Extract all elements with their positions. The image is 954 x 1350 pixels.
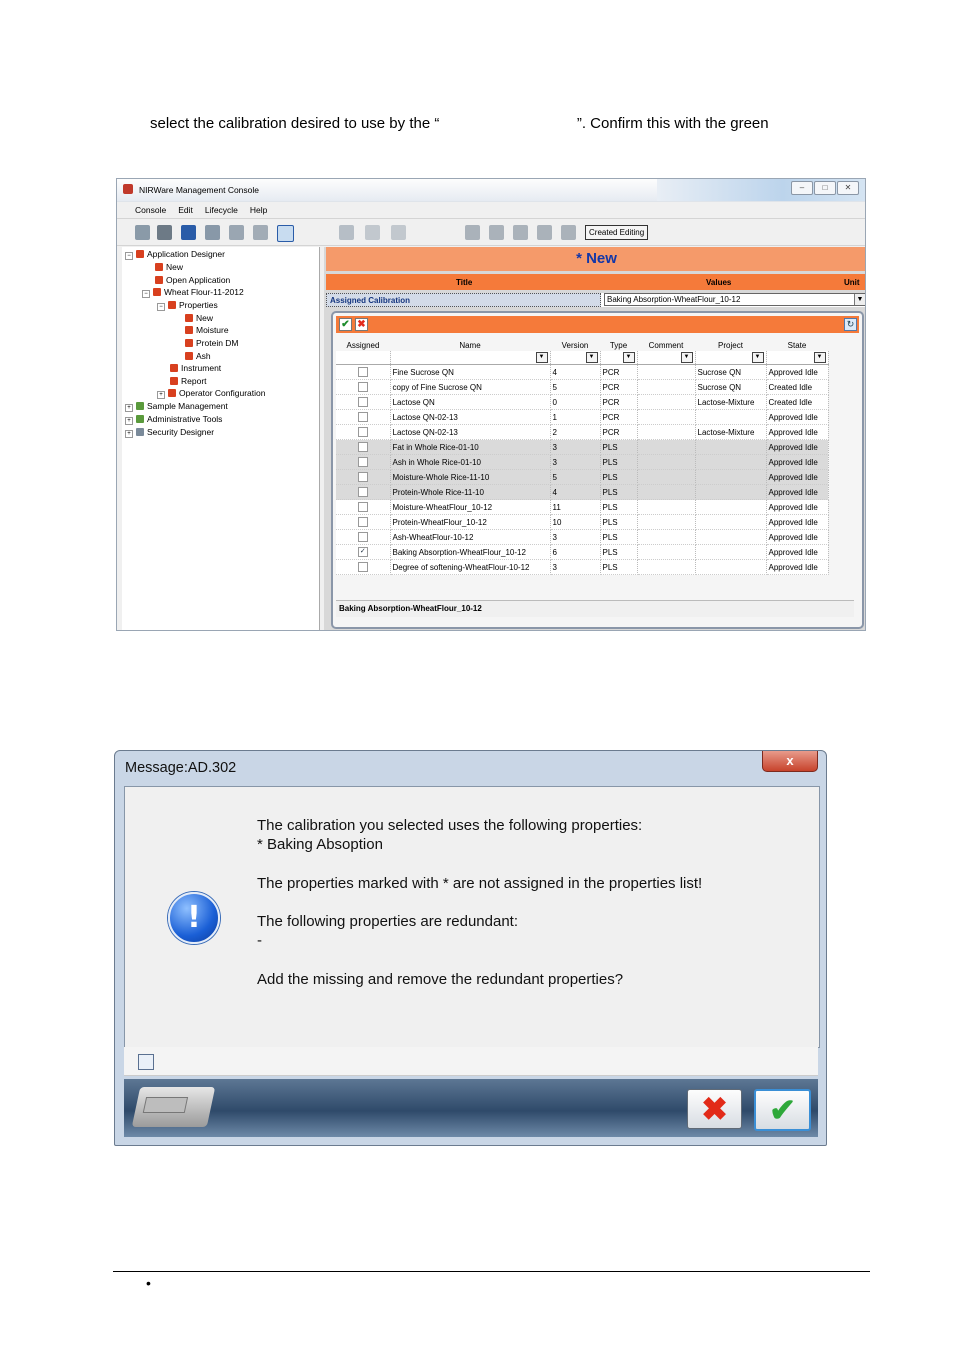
cell-state: Approved Idle xyxy=(766,425,828,440)
cancel-x-icon[interactable]: ✖ xyxy=(355,318,368,331)
assigned-checkbox[interactable] xyxy=(358,367,368,377)
cell-name: Ash-WheatFlour-10-12 xyxy=(390,530,550,545)
cell-name: Lactose QN-02-13 xyxy=(390,425,550,440)
cell-state: Approved Idle xyxy=(766,365,828,380)
assigned-calibration-label: Assigned Calibration xyxy=(326,293,601,307)
toolbar-open-icon[interactable] xyxy=(135,225,150,240)
assigned-checkbox[interactable] xyxy=(358,502,368,512)
assigned-calibration-row xyxy=(326,293,866,307)
cell-type: PCR xyxy=(600,365,637,380)
cell-comment xyxy=(637,530,695,545)
cell-comment xyxy=(637,365,695,380)
close-button[interactable]: ✕ xyxy=(837,181,859,195)
expand-icon[interactable]: + xyxy=(125,430,133,438)
message-line-6: Add the missing and remove the redundant properties? xyxy=(257,971,624,988)
cell-version: 10 xyxy=(550,515,600,530)
collapse-icon[interactable]: − xyxy=(142,290,150,298)
toolbar-paste-icon[interactable] xyxy=(391,225,406,240)
table-row[interactable] xyxy=(336,530,828,545)
filter-dropdown-icon[interactable]: ▼ xyxy=(752,352,764,363)
cell-version: 5 xyxy=(550,470,600,485)
popup-toolbar xyxy=(336,316,859,333)
cell-state: Approved Idle xyxy=(766,500,828,515)
puzzle-icon xyxy=(170,364,178,372)
cell-state: Approved Idle xyxy=(766,440,828,455)
puzzle-icon xyxy=(136,428,144,436)
toolbar-restore-icon[interactable] xyxy=(537,225,552,240)
footer-bullet: • xyxy=(146,1275,151,1291)
cell-version: 3 xyxy=(550,440,600,455)
cell-comment xyxy=(637,395,695,410)
puzzle-icon xyxy=(136,250,144,258)
cell-type: PLS xyxy=(600,485,637,500)
cell-type: PCR xyxy=(600,380,637,395)
puzzle-icon xyxy=(136,415,144,423)
table-row[interactable] xyxy=(336,365,828,380)
dialog-cancel-button[interactable]: ✖ xyxy=(687,1089,742,1129)
cell-version: 2 xyxy=(550,425,600,440)
message-line-4: The following properties are redundant: xyxy=(257,913,518,930)
cell-name: Lactose QN-02-13 xyxy=(390,410,550,425)
tree-item-properties[interactable]: − Properties xyxy=(157,300,218,311)
cell-name: Moisture-WheatFlour_10-12 xyxy=(390,500,550,515)
cell-comment xyxy=(637,440,695,455)
table-row[interactable] xyxy=(336,470,828,485)
editor-title: * New xyxy=(326,247,866,271)
toolbar-save-all-icon[interactable] xyxy=(205,225,220,240)
toolbar-approve-icon[interactable] xyxy=(465,225,480,240)
nirware-app-icon xyxy=(123,184,133,194)
assigned-checkbox[interactable] xyxy=(358,532,368,542)
cell-project xyxy=(695,560,766,575)
puzzle-icon xyxy=(155,263,163,271)
cell-project: Sucrose QN xyxy=(695,380,766,395)
cell-project xyxy=(695,455,766,470)
puzzle-icon xyxy=(185,352,193,360)
cell-name: Protein-WheatFlour_10-12 xyxy=(390,515,550,530)
menu-console[interactable]: Console xyxy=(135,205,167,215)
assigned-checkbox[interactable] xyxy=(358,457,368,467)
cell-name: Baking Absorption-WheatFlour_10-12 xyxy=(390,545,550,560)
calibration-table xyxy=(336,339,829,575)
expand-icon[interactable]: + xyxy=(125,417,133,425)
cell-type: PCR xyxy=(600,425,637,440)
calibration-selector-popup xyxy=(331,311,864,629)
table-row[interactable] xyxy=(336,380,828,395)
cell-name: Protein-Whole Rice-11-10 xyxy=(390,485,550,500)
cell-version: 1 xyxy=(550,410,600,425)
cell-name: Ash in Whole Rice-01-10 xyxy=(390,455,550,470)
table-row[interactable] xyxy=(336,500,828,515)
refresh-icon[interactable]: ↻ xyxy=(844,318,857,331)
instrument-image xyxy=(132,1087,216,1127)
tree-item-moisture[interactable]: Moisture xyxy=(185,325,229,335)
table-header-row xyxy=(336,339,828,351)
dialog-ok-button[interactable]: ✔ xyxy=(754,1089,811,1131)
column-values: Values xyxy=(706,278,732,287)
footer-rule xyxy=(113,1271,870,1272)
cell-name: Fat in Whole Rice-01-10 xyxy=(390,440,550,455)
property-grid-header xyxy=(326,274,866,290)
navigation-tree xyxy=(122,247,320,630)
filter-dropdown-icon[interactable]: ▼ xyxy=(681,352,693,363)
cell-comment xyxy=(637,515,695,530)
cell-type: PLS xyxy=(600,545,637,560)
cell-project: Lactose-Mixture xyxy=(695,395,766,410)
table-row[interactable] xyxy=(336,485,828,500)
header-name[interactable]: Name xyxy=(459,340,481,350)
toolbar-retire-icon[interactable] xyxy=(561,225,576,240)
message-line-5: - xyxy=(257,932,262,949)
cell-comment xyxy=(637,545,695,560)
cell-version: 3 xyxy=(550,560,600,575)
toolbar-copy-icon[interactable] xyxy=(365,225,380,240)
toolbar-delete-icon[interactable] xyxy=(157,225,172,240)
calibration-table-body xyxy=(336,365,828,575)
cell-comment xyxy=(637,380,695,395)
cell-name: copy of Fine Sucrose QN xyxy=(390,380,550,395)
cell-comment xyxy=(637,560,695,575)
intro-text: select the calibration desired to use by the “ ”. Confirm this with the green xyxy=(150,115,769,132)
menu-help[interactable]: Help xyxy=(249,205,268,215)
tree-item-report[interactable]: Report xyxy=(170,376,207,386)
tree-item-security-designer[interactable]: + Security Designer xyxy=(125,427,214,438)
header-type[interactable]: Type xyxy=(609,340,628,350)
cell-project xyxy=(695,545,766,560)
tree-item-administrative-tools[interactable]: + Administrative Tools xyxy=(125,414,222,425)
copy-icon[interactable] xyxy=(138,1054,154,1070)
cell-state: Approved Idle xyxy=(766,545,828,560)
collapse-icon[interactable]: − xyxy=(125,252,133,260)
table-row[interactable] xyxy=(336,515,828,530)
assigned-checkbox[interactable] xyxy=(358,472,368,482)
cell-project xyxy=(695,470,766,485)
cell-name: Moisture-Whole Rice-11-10 xyxy=(390,470,550,485)
cell-version: 3 xyxy=(550,455,600,470)
cell-version: 4 xyxy=(550,365,600,380)
assigned-checkbox[interactable] xyxy=(358,397,368,407)
cell-project xyxy=(695,440,766,455)
tree-item-operator-configuration[interactable]: + Operator Configuration xyxy=(157,388,265,399)
tree-item-open-application[interactable]: Open Application xyxy=(155,275,230,285)
header-assigned[interactable]: Assigned xyxy=(346,340,380,350)
menu-bar xyxy=(117,202,865,219)
cell-version: 11 xyxy=(550,500,600,515)
cell-project xyxy=(695,485,766,500)
toolbar xyxy=(117,219,865,246)
assigned-checkbox[interactable] xyxy=(358,487,368,497)
cell-project: Sucrose QN xyxy=(695,365,766,380)
cell-project xyxy=(695,500,766,515)
cell-type: PLS xyxy=(600,515,637,530)
cell-comment xyxy=(637,500,695,515)
cell-comment xyxy=(637,455,695,470)
header-state[interactable]: State xyxy=(787,340,807,350)
table-row[interactable] xyxy=(336,425,828,440)
puzzle-icon xyxy=(155,276,163,284)
dialog-close-button[interactable]: x xyxy=(762,751,818,772)
console-titlebar xyxy=(117,179,865,202)
toolbar-save-icon[interactable] xyxy=(181,225,196,240)
dialog-toolbar-strip xyxy=(124,1047,818,1076)
cell-type: PLS xyxy=(600,560,637,575)
assigned-checkbox[interactable] xyxy=(358,562,368,572)
cell-state: Approved Idle xyxy=(766,455,828,470)
maximize-button[interactable]: □ xyxy=(814,181,836,195)
table-row[interactable] xyxy=(336,410,828,425)
toolbar-cut-icon[interactable] xyxy=(339,225,354,240)
expand-icon[interactable]: + xyxy=(157,391,165,399)
minimize-button[interactable]: – xyxy=(791,181,813,195)
cell-name: Fine Sucrose QN xyxy=(390,365,550,380)
cell-state: Approved Idle xyxy=(766,515,828,530)
filter-dropdown-icon[interactable]: ▼ xyxy=(814,352,826,363)
info-exclamation-icon: ! xyxy=(168,892,220,944)
cell-type: PCR xyxy=(600,410,637,425)
toolbar-print-icon[interactable] xyxy=(229,225,244,240)
menu-edit[interactable]: Edit xyxy=(178,205,193,215)
created-editing-state: Created Editing xyxy=(585,225,648,240)
puzzle-icon xyxy=(168,389,176,397)
assigned-checkbox[interactable] xyxy=(358,442,368,452)
cell-version: 0 xyxy=(550,395,600,410)
table-row[interactable] xyxy=(336,560,828,575)
filter-dropdown-icon[interactable]: ▼ xyxy=(536,352,548,363)
header-comment[interactable]: Comment xyxy=(648,340,684,350)
tree-item-new[interactable]: New xyxy=(155,262,183,272)
assigned-calibration-dropdown[interactable] xyxy=(604,293,866,306)
confirm-check-icon[interactable]: ✔ xyxy=(339,318,352,331)
cell-type: PCR xyxy=(600,395,637,410)
cell-version: 4 xyxy=(550,485,600,500)
property-editor-pane xyxy=(324,247,866,630)
collapse-icon[interactable]: − xyxy=(157,303,165,311)
assigned-checkbox[interactable] xyxy=(358,382,368,392)
cell-state: Approved Idle xyxy=(766,470,828,485)
tree-item-sample-management[interactable]: + Sample Management xyxy=(125,401,228,412)
cell-type: PLS xyxy=(600,500,637,515)
toolbar-refresh-icon[interactable] xyxy=(253,225,268,240)
cell-name: Lactose QN xyxy=(390,395,550,410)
column-title: Title xyxy=(456,278,473,287)
table-row[interactable] xyxy=(336,545,828,560)
tree-item-property-new[interactable]: New xyxy=(185,313,213,323)
puzzle-icon xyxy=(153,288,161,296)
menu-lifecycle[interactable]: Lifecycle xyxy=(204,205,238,215)
puzzle-icon xyxy=(185,314,193,322)
cell-state: Approved Idle xyxy=(766,410,828,425)
column-unit: Unit xyxy=(844,278,860,287)
dialog-title: Message:AD.302 xyxy=(125,760,237,776)
cell-type: PLS xyxy=(600,530,637,545)
tree-item-application-designer[interactable]: − Application Designer xyxy=(125,249,225,260)
cell-project xyxy=(695,530,766,545)
message-line-2: * Baking Absoption xyxy=(257,836,383,853)
cell-state: Created Idle xyxy=(766,380,828,395)
dialog-footer xyxy=(124,1079,818,1137)
cell-type: PLS xyxy=(600,440,637,455)
toolbar-archive-icon[interactable] xyxy=(513,225,528,240)
dropdown-arrow-icon[interactable]: ▼ xyxy=(854,294,865,305)
cell-name: Degree of softening-WheatFlour-10-12 xyxy=(390,560,550,575)
cell-comment xyxy=(637,425,695,440)
selected-calibration-status: Baking Absorption-WheatFlour_10-12 xyxy=(336,600,854,617)
cell-version: 6 xyxy=(550,545,600,560)
cell-type: PLS xyxy=(600,470,637,485)
assigned-checkbox-checked[interactable]: ✓ xyxy=(358,547,368,557)
expand-icon[interactable]: + xyxy=(125,404,133,412)
assigned-calibration-value: Baking Absorption-WheatFlour_10-12 xyxy=(607,295,741,304)
assigned-checkbox[interactable] xyxy=(358,517,368,527)
console-title: NIRWare Management Console xyxy=(139,185,260,195)
tree-item-ash[interactable]: Ash xyxy=(185,351,211,361)
cell-project xyxy=(695,410,766,425)
assigned-checkbox[interactable] xyxy=(358,412,368,422)
puzzle-icon xyxy=(136,402,144,410)
cell-type: PLS xyxy=(600,455,637,470)
cell-comment xyxy=(637,485,695,500)
tree-item-protein-dm[interactable]: Protein DM xyxy=(185,338,239,348)
table-row[interactable] xyxy=(336,395,828,410)
header-version[interactable]: Version xyxy=(561,340,589,350)
cell-version: 3 xyxy=(550,530,600,545)
assigned-checkbox[interactable] xyxy=(358,427,368,437)
cell-state: Approved Idle xyxy=(766,560,828,575)
filter-dropdown-icon[interactable]: ▼ xyxy=(623,352,635,363)
cell-comment xyxy=(637,410,695,425)
tree-item-instrument[interactable]: Instrument xyxy=(170,363,221,373)
tree-item-wheat-flour[interactable]: − Wheat Flour-11-2012 xyxy=(142,287,244,298)
window-controls xyxy=(791,181,859,195)
puzzle-icon xyxy=(170,377,178,385)
cell-project: Lactose-Mixture xyxy=(695,425,766,440)
table-row[interactable] xyxy=(336,455,828,470)
cell-state: Approved Idle xyxy=(766,530,828,545)
cell-project xyxy=(695,515,766,530)
puzzle-icon xyxy=(185,326,193,334)
filter-row xyxy=(336,351,828,365)
header-project[interactable]: Project xyxy=(718,340,743,350)
toolbar-lock-icon[interactable] xyxy=(489,225,504,240)
puzzle-icon xyxy=(185,339,193,347)
puzzle-icon xyxy=(168,301,176,309)
toolbar-view-icon[interactable] xyxy=(277,225,294,242)
cell-version: 5 xyxy=(550,380,600,395)
cell-comment xyxy=(637,470,695,485)
message-dialog xyxy=(114,750,827,1146)
cell-state: Approved Idle xyxy=(766,485,828,500)
message-line-1: The calibration you selected uses the following properties: xyxy=(257,817,643,834)
filter-dropdown-icon[interactable]: ▼ xyxy=(586,352,598,363)
message-line-3: The properties marked with * are not assigned in the properties list! xyxy=(257,875,703,892)
table-row[interactable] xyxy=(336,440,828,455)
cell-state: Created Idle xyxy=(766,395,828,410)
dialog-message-area xyxy=(124,786,820,1048)
management-console-window xyxy=(116,178,866,631)
